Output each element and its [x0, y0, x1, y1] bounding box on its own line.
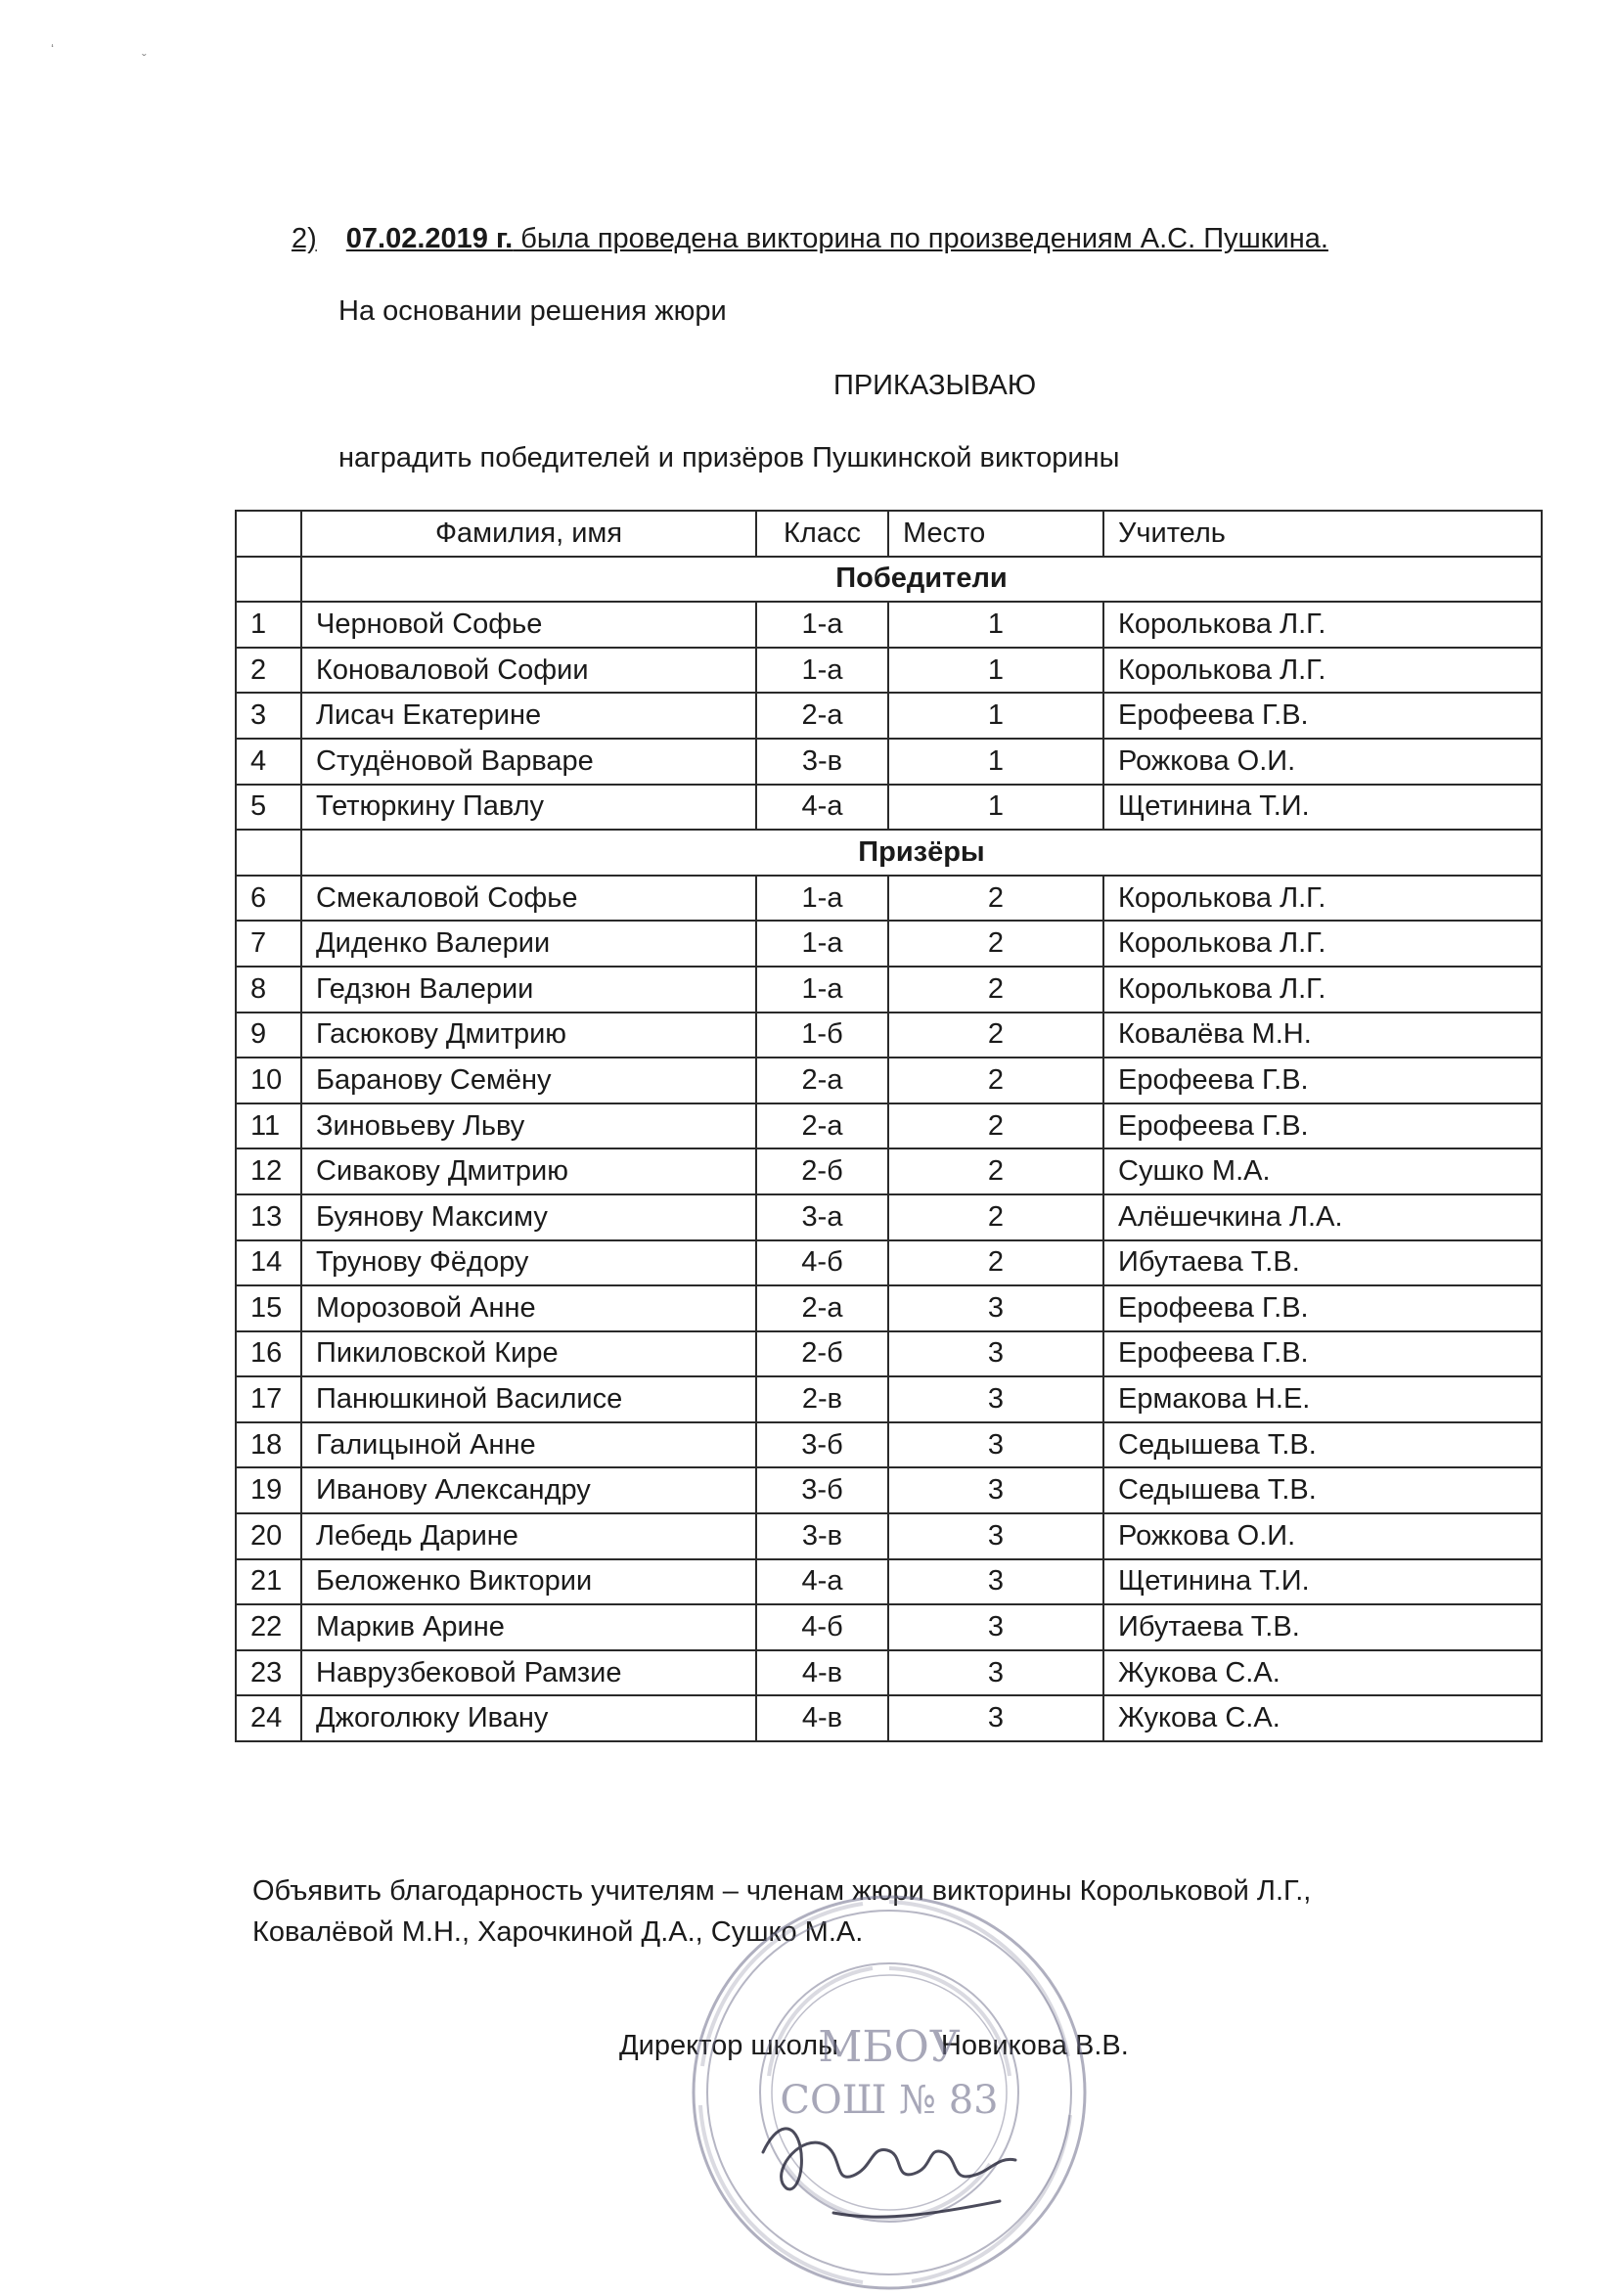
cell-number: 15	[236, 1285, 301, 1331]
cell-teacher: Жукова С.А.	[1103, 1695, 1542, 1741]
table-row	[236, 648, 1542, 694]
table-row	[236, 1604, 1542, 1650]
table-row	[236, 739, 1542, 785]
cell-place: 3	[888, 1422, 1103, 1468]
headline-text	[346, 223, 1328, 254]
cell-class: 3-б	[756, 1467, 888, 1513]
cell-number: 3	[236, 693, 301, 739]
table-row	[236, 1148, 1542, 1194]
cell-class: 1-а	[756, 602, 888, 648]
header-name: Фамилия, имя	[301, 511, 756, 557]
cell-place: 3	[888, 1285, 1103, 1331]
cell-place: 2	[888, 1013, 1103, 1058]
cell-place: 2	[888, 1148, 1103, 1194]
cell-name: Беложенко Виктории	[301, 1559, 756, 1605]
cell-place: 3	[888, 1331, 1103, 1377]
seal-line-2: СОШ № 83	[780, 2078, 999, 2123]
cell-name: Баранову Семёну	[301, 1058, 756, 1103]
cell-teacher: Королькова Л.Г.	[1103, 648, 1542, 694]
scan-speck: ʻ	[51, 41, 55, 57]
table-row	[236, 1513, 1542, 1559]
cell-number: 20	[236, 1513, 301, 1559]
table-row	[236, 693, 1542, 739]
cell-name: Маркив Арине	[301, 1604, 756, 1650]
cell-number: 5	[236, 785, 301, 831]
cell-teacher: Королькова Л.Г.	[1103, 921, 1542, 967]
seal-line-1: МБОУ	[818, 2022, 961, 2072]
cell-teacher: Королькова Л.Г.	[1103, 967, 1542, 1013]
section-number-cell	[236, 830, 301, 876]
cell-teacher: Ерофеева Г.В.	[1103, 1103, 1542, 1149]
table-row	[236, 1285, 1542, 1331]
cell-teacher: Ерофеева Г.В.	[1103, 693, 1542, 739]
cell-class: 4-а	[756, 1559, 888, 1605]
cell-number: 1	[236, 602, 301, 648]
cell-teacher: Сушко М.А.	[1103, 1148, 1542, 1194]
cell-class: 3-в	[756, 1513, 888, 1559]
order-word: ПРИКАЗЫВАЮ	[833, 370, 1037, 401]
cell-number: 18	[236, 1422, 301, 1468]
cell-place: 1	[888, 648, 1103, 694]
thanks-paragraph: Объявить благодарность учителям – членам жюри викторины Корольковой Л.Г., Ковалёвой М.Н., Харочкиной Д.А., Сушко М.А.	[252, 1875, 1312, 1948]
scan-speck: ˇ	[142, 51, 147, 67]
cell-name: Коноваловой Софии	[301, 648, 756, 694]
cell-number: 19	[236, 1467, 301, 1513]
handwritten-signature	[763, 2129, 1015, 2217]
cell-teacher: Ерофеева Г.В.	[1103, 1058, 1542, 1103]
cell-teacher: Королькова Л.Г.	[1103, 602, 1542, 648]
cell-place: 3	[888, 1513, 1103, 1559]
cell-teacher: Ерофеева Г.В.	[1103, 1331, 1542, 1377]
cell-place: 3	[888, 1695, 1103, 1741]
table-row	[236, 1695, 1542, 1741]
cell-class: 1-а	[756, 876, 888, 922]
table-row	[236, 785, 1542, 831]
director-name: Новикова В.В.	[940, 2030, 1129, 2061]
table-body	[236, 557, 1542, 1741]
cell-teacher: Королькова Л.Г.	[1103, 876, 1542, 922]
cell-teacher: Жукова С.А.	[1103, 1650, 1542, 1696]
cell-number: 16	[236, 1331, 301, 1377]
header-class: Класс	[756, 511, 888, 557]
cell-place: 2	[888, 1058, 1103, 1103]
table-row	[236, 1467, 1542, 1513]
cell-place: 1	[888, 739, 1103, 785]
school-seal	[687, 1890, 1093, 2296]
cell-class: 2-а	[756, 1103, 888, 1149]
cell-place: 2	[888, 876, 1103, 922]
cell-number: 9	[236, 1013, 301, 1058]
cell-number: 17	[236, 1376, 301, 1422]
header-place: Место	[888, 511, 1103, 557]
cell-number: 11	[236, 1103, 301, 1149]
section-row	[236, 830, 1542, 876]
cell-place: 1	[888, 785, 1103, 831]
cell-name: Гасюкову Дмитрию	[301, 1013, 756, 1058]
header-teacher: Учитель	[1103, 511, 1542, 557]
cell-class: 2-а	[756, 1058, 888, 1103]
basis-text: На основании решения жюри	[338, 295, 727, 327]
cell-name: Смекаловой Софье	[301, 876, 756, 922]
header-number	[236, 511, 301, 557]
table-row	[236, 1240, 1542, 1286]
cell-teacher: Седышева Т.В.	[1103, 1422, 1542, 1468]
cell-place: 3	[888, 1559, 1103, 1605]
cell-name: Лисач Екатерине	[301, 693, 756, 739]
table-row	[236, 876, 1542, 922]
table-row	[236, 1194, 1542, 1240]
cell-class: 3-б	[756, 1422, 888, 1468]
cell-number: 21	[236, 1559, 301, 1605]
cell-class: 4-б	[756, 1604, 888, 1650]
cell-name: Джоголюку Ивану	[301, 1695, 756, 1741]
director-title: Директор школы	[619, 2030, 838, 2061]
table-row	[236, 1058, 1542, 1103]
cell-class: 4-б	[756, 1240, 888, 1286]
table-row	[236, 1650, 1542, 1696]
table-row	[236, 1013, 1542, 1058]
cell-number: 23	[236, 1650, 301, 1696]
table-row	[236, 1422, 1542, 1468]
cell-teacher: Ибутаева Т.В.	[1103, 1604, 1542, 1650]
cell-class: 4-а	[756, 785, 888, 831]
cell-place: 1	[888, 693, 1103, 739]
cell-place: 2	[888, 1103, 1103, 1149]
cell-class: 1-а	[756, 967, 888, 1013]
cell-class: 3-а	[756, 1194, 888, 1240]
cell-number: 14	[236, 1240, 301, 1286]
cell-name: Морозовой Анне	[301, 1285, 756, 1331]
cell-name: Студёновой Варваре	[301, 739, 756, 785]
cell-teacher: Ибутаева Т.В.	[1103, 1240, 1542, 1286]
event-description: была проведена викторина по произведениям А.С. Пушкина.	[513, 223, 1328, 254]
section-number-cell	[236, 557, 301, 603]
award-text: наградить победителей и призёров Пушкинской викторины	[338, 442, 1120, 473]
cell-number: 6	[236, 876, 301, 922]
cell-teacher: Рожкова О.И.	[1103, 1513, 1542, 1559]
cell-number: 4	[236, 739, 301, 785]
cell-place: 3	[888, 1604, 1103, 1650]
cell-place: 2	[888, 1194, 1103, 1240]
cell-class: 2-б	[756, 1148, 888, 1194]
cell-place: 3	[888, 1376, 1103, 1422]
cell-name: Гедзюн Валерии	[301, 967, 756, 1013]
cell-teacher: Щетинина Т.И.	[1103, 785, 1542, 831]
cell-number: 7	[236, 921, 301, 967]
cell-class: 3-в	[756, 739, 888, 785]
results-table	[235, 510, 1543, 1742]
cell-name: Тетюркину Павлу	[301, 785, 756, 831]
cell-teacher: Седышева Т.В.	[1103, 1467, 1542, 1513]
cell-name: Галицыной Анне	[301, 1422, 756, 1468]
cell-name: Пикиловской Кире	[301, 1331, 756, 1377]
cell-number: 2	[236, 648, 301, 694]
cell-number: 13	[236, 1194, 301, 1240]
cell-place: 2	[888, 1240, 1103, 1286]
table-row	[236, 1103, 1542, 1149]
cell-place: 3	[888, 1650, 1103, 1696]
cell-number: 24	[236, 1695, 301, 1741]
cell-class: 2-в	[756, 1376, 888, 1422]
cell-name: Наврузбековой Рамзие	[301, 1650, 756, 1696]
cell-name: Трунову Фёдору	[301, 1240, 756, 1286]
table-row	[236, 1559, 1542, 1605]
cell-place: 2	[888, 967, 1103, 1013]
table-header-row	[236, 511, 1542, 557]
section-title: Победители	[301, 557, 1542, 603]
cell-place: 1	[888, 602, 1103, 648]
cell-class: 1-а	[756, 921, 888, 967]
cell-name: Черновой Софье	[301, 602, 756, 648]
cell-class: 1-а	[756, 648, 888, 694]
cell-place: 3	[888, 1467, 1103, 1513]
item-number: 2)	[292, 223, 317, 254]
cell-teacher: Ерофеева Г.В.	[1103, 1285, 1542, 1331]
cell-class: 1-б	[756, 1013, 888, 1058]
table-row	[236, 1331, 1542, 1377]
cell-name: Сивакову Дмитрию	[301, 1148, 756, 1194]
cell-name: Зиновьеву Льву	[301, 1103, 756, 1149]
section-title: Призёры	[301, 830, 1542, 876]
cell-class: 2-а	[756, 693, 888, 739]
table-row	[236, 967, 1542, 1013]
cell-class: 4-в	[756, 1695, 888, 1741]
cell-number: 8	[236, 967, 301, 1013]
cell-number: 10	[236, 1058, 301, 1103]
headline	[292, 223, 1328, 255]
table-row	[236, 602, 1542, 648]
cell-teacher: Ковалёва М.Н.	[1103, 1013, 1542, 1058]
section-row	[236, 557, 1542, 603]
event-date: 07.02.2019 г.	[345, 223, 514, 254]
cell-teacher: Ермакова Н.Е.	[1103, 1376, 1542, 1422]
cell-class: 2-а	[756, 1285, 888, 1331]
cell-teacher: Рожкова О.И.	[1103, 739, 1542, 785]
cell-teacher: Щетинина Т.И.	[1103, 1559, 1542, 1605]
cell-class: 4-в	[756, 1650, 888, 1696]
cell-number: 22	[236, 1604, 301, 1650]
cell-name: Иванову Александру	[301, 1467, 756, 1513]
table-row	[236, 921, 1542, 967]
cell-class: 2-б	[756, 1331, 888, 1377]
table-row	[236, 1376, 1542, 1422]
cell-number: 12	[236, 1148, 301, 1194]
cell-name: Диденко Валерии	[301, 921, 756, 967]
cell-teacher: Алёшечкина Л.А.	[1103, 1194, 1542, 1240]
cell-name: Панюшкиной Василисе	[301, 1376, 756, 1422]
cell-name: Буянову Максиму	[301, 1194, 756, 1240]
cell-place: 2	[888, 921, 1103, 967]
cell-name: Лебедь Дарине	[301, 1513, 756, 1559]
